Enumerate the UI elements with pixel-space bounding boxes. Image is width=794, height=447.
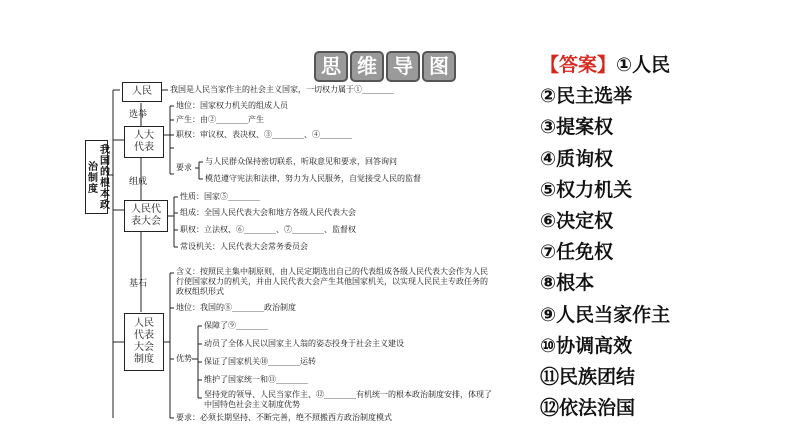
node-text: 我国是人民当家作主的社会主义国家，一切权力属于①________: [170, 85, 394, 94]
node-text: 职权：立法权、⑥________、⑦________、监督权: [180, 225, 356, 234]
mind-map-diagram: [80, 80, 500, 422]
node-text: 与人民群众保持密切联系，听取意见和要求，回答询问: [205, 157, 397, 166]
node-text: 职权：审议权、表决权、③________、④________: [176, 130, 352, 139]
answer-list: [540, 50, 670, 424]
box-renmin-daibiao-dahui: 人民代 表大会: [124, 200, 168, 232]
root-box: 我国的根本政治制度: [85, 140, 108, 214]
node-text: 常设机关：人民代表大会常务委员会: [180, 242, 308, 251]
answer-item: ⑥决定权: [540, 209, 614, 232]
answer-item: ①人民: [616, 54, 671, 76]
answer-item: ⑧根本: [540, 272, 595, 295]
box-renmin: 人民: [122, 82, 162, 102]
answer-tag: 【答案】: [540, 54, 617, 76]
answer-item: ⑪民族团结: [540, 365, 636, 388]
node-text: 地位：国家权力机关的组成人员: [176, 101, 288, 110]
answer-item: ⑦任免权: [540, 241, 614, 264]
answer-item: ⑨人民当家作主: [540, 303, 671, 326]
node-text: 优势: [176, 354, 192, 363]
title-char: 维: [350, 51, 384, 82]
title-char: 图: [422, 51, 456, 82]
node-text: 含义：按照民主集中制原则，由人民定期选出自己的代表组成各级人民代表大会作为人民行使国家权力的机关，并由人民代表大会产生其他国家机关，以实现人民民主专政任务的政权组织形式: [176, 267, 488, 296]
node-text: 产生：由②________产生: [176, 115, 264, 124]
node-text: 组成：全国人民代表大会和地方各级人民代表大会: [180, 208, 356, 217]
node-text: 坚持党的领导、人民当家作主、⑫________有机统一的根本政治制度安排，体现了中国特色社会主义制度优势: [204, 390, 492, 409]
title-char: 思: [314, 51, 348, 82]
box-renda-daibiao: 人大 代表: [124, 126, 164, 158]
link-label-jishi: 基石: [129, 279, 148, 289]
answer-item: ⑤权力机关: [540, 178, 633, 201]
node-text: 保障了⑨________: [204, 321, 268, 330]
box-dahui-zhidu: 人民 代表 大会 制度: [124, 313, 164, 371]
node-text: 动员了全体人民以国家主人翁的姿态投身于社会主义建设: [204, 339, 404, 348]
node-text: 地位：我国的⑧________政治制度: [176, 303, 296, 312]
node-text: 模范遵守宪法和法律，努力为人民服务，自觉接受人民的监督: [205, 174, 421, 183]
node-text: 维护了国家统一和⑪________: [204, 375, 308, 384]
link-label-zucheng: 组成: [129, 177, 148, 187]
node-text: 要求: [176, 163, 192, 172]
mind-map-title: [314, 51, 456, 82]
title-char: 导: [386, 51, 420, 82]
answer-row: [540, 50, 670, 81]
answer-item: ④质询权: [540, 147, 614, 170]
node-text: 要求：必须长期坚持、不断完善，绝不照搬西方政治制度模式: [176, 413, 392, 422]
answer-item: ③提案权: [540, 116, 614, 139]
link-label-xuanju: 选举: [129, 110, 148, 120]
answer-item: ②民主选举: [540, 85, 633, 108]
node-text: 保证了国家机关⑩________运转: [204, 357, 316, 366]
answer-item: ⑩协调高效: [540, 334, 633, 357]
answer-item: ⑫依法治国: [540, 397, 636, 420]
node-text: 性质：国家⑤________: [180, 192, 260, 201]
